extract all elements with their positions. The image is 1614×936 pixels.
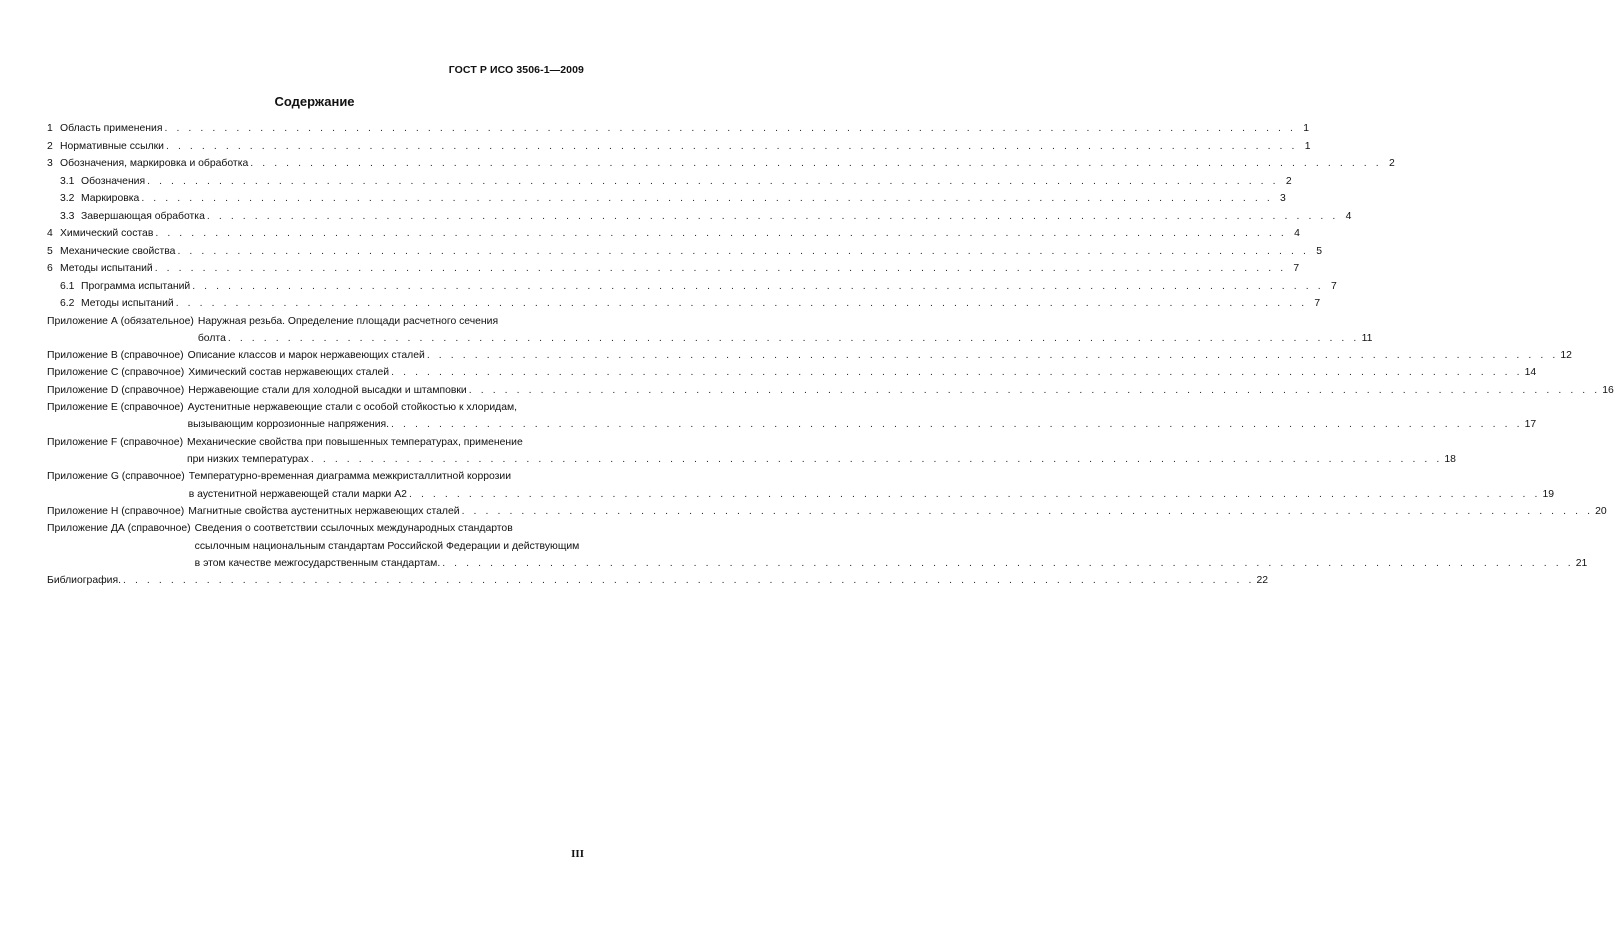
annex-heading: Приложение Н (справочное)	[47, 506, 185, 518]
toc-entry-number: 6.1	[60, 280, 75, 292]
annex-title-last-line	[188, 503, 1606, 520]
annex-title-last-line	[188, 347, 1572, 364]
annex-title	[198, 313, 1373, 347]
dot-leader: . . . . . . . . . . . . . . . . . . . . . . . . . . . . . . . . . . . . . . . . . . . . . . . . . . . . . . . . . . . . . . . . . . . . . . . . . . . . . . . . . . . . . . . . . . . . . . .	[227, 332, 1360, 344]
toc-entry-label: Нормативные ссылки	[60, 140, 164, 152]
toc-entry-label: Методы испытаний	[81, 298, 174, 309]
toc-annex-entry[interactable]	[47, 468, 1555, 502]
annex-title-line: Наружная резьба. Определение площади расчетного сечения	[197, 315, 499, 327]
dot-leader: . . . . . . . . . . . . . . . . . . . . . . . . . . . . . . . . . . . . . . . . . . . . . . . . . . . . . . . . . . . . . . . . . . . . . . . . . . . . . . . . . . . . . . . . . . . . . . .	[391, 419, 1523, 431]
annex-title-text: Нержавеющие стали для холодной высадки и штамповки	[188, 384, 467, 396]
toc-entry-label: Методы испытаний	[60, 263, 153, 274]
annex-title-line: Сведения о соответствии ссылочных международных стандартов	[194, 523, 513, 535]
toc-entry-label: Программа испытаний	[81, 280, 191, 292]
toc-entry-page: 7	[1330, 280, 1337, 292]
page-number: III	[571, 848, 584, 860]
toc-entry[interactable]	[47, 260, 1300, 278]
annex-title-text: в этом качестве межгосударственным стандартам.	[194, 557, 441, 569]
toc-entry-page: 2	[1388, 158, 1395, 169]
toc-entry-number: 3.2	[60, 193, 75, 204]
annex-heading: Приложение ДА (справочное)	[47, 523, 191, 535]
toc-entry[interactable]	[47, 225, 1300, 243]
toc-entry[interactable]	[47, 138, 1311, 156]
toc-entry-number: 1	[47, 123, 53, 134]
toc-entry-page: 18	[1444, 454, 1456, 466]
toc-annex-entry[interactable]	[47, 364, 1537, 381]
toc-entry-number: 4	[47, 228, 53, 239]
toc-entry-number: 3.1	[60, 175, 75, 187]
toc-annex-entry[interactable]	[47, 520, 1588, 572]
toc-entry-page: 22	[1256, 575, 1269, 587]
dot-leader: . . . . . . . . . . . . . . . . . . . . . . . . . . . . . . . . . . . . . . . . . . . . . . . . . . . . . . . . . . . . . . . . . . . . . . . . . . . . . . . . . . . . . . . . . . . . . . .	[165, 140, 1298, 152]
annex-title-text: Описание классов и марок нержавеющих сталей	[187, 350, 425, 362]
annex-title	[187, 434, 1456, 468]
annex-title-last-line	[198, 330, 1373, 347]
toc-entry-page: 1	[1304, 140, 1311, 152]
toc-entry-page: 4	[1294, 228, 1300, 239]
dot-leader: . . . . . . . . . . . . . . . . . . . . . . . . . . . . . . . . . . . . . . . . . . . . . . . . . . . . . . . . . . . . . . . . . . . . . . . . . . . . . . . . . . . . . . . . . . . . . . .	[175, 298, 1308, 309]
annex-title-text: в аустенитной нержавеющей стали марки А2	[188, 488, 407, 500]
toc-entry-number: 3	[47, 158, 53, 169]
annex-title-text: болта	[197, 332, 226, 344]
toc-entry-number: 6	[47, 263, 53, 274]
toc-entry-label: Химический состав	[60, 228, 154, 239]
annex-heading: Приложение F (справочное)	[47, 436, 184, 448]
toc-entry-page: 12	[1560, 350, 1572, 362]
dot-leader: . . . . . . . . . . . . . . . . . . . . . . . . . . . . . . . . . . . . . . . . . . . . . . . . . . . . . . . . . . . . . . . . . . . . . . . . . . . . . . . . . . . . . . . . . . . . . . .	[141, 193, 1273, 204]
toc-entry-number: 6.2	[60, 298, 75, 309]
dot-leader: . . . . . . . . . . . . . . . . . . . . . . . . . . . . . . . . . . . . . . . . . . . . . . . . . . . . . . . . . . . . . . . . . . . . . . . . . . . . . . . . . . . . . . . . . . . . . . .	[391, 367, 1523, 379]
page-title: Содержание	[274, 94, 355, 109]
annex-title-line: ссылочным национальным стандартам Российской Федерации и действующим	[194, 540, 580, 552]
annex-title	[188, 347, 1572, 364]
toc-entry[interactable]	[47, 208, 1352, 226]
annex-title-line: Аустенитные нержавеющие стали с особой стойкостью к хлоридам,	[187, 402, 518, 414]
toc-annex-entry[interactable]	[47, 313, 1373, 347]
toc-entry-label: Механические свойства	[60, 245, 176, 257]
annex-title-last-line	[188, 416, 1537, 433]
toc-annex-entry[interactable]	[47, 503, 1607, 520]
toc-entry[interactable]	[47, 155, 1395, 173]
toc-entry-label: Обозначения, маркировка и обработка	[60, 158, 249, 169]
toc-entry-page: 21	[1575, 557, 1588, 569]
annex-title-last-line	[188, 382, 1614, 399]
annex-heading: Приложение Е (справочное)	[47, 402, 184, 414]
annex-title-text: Химический состав нержавеющих сталей	[188, 367, 390, 379]
toc-entry-page: 16	[1602, 384, 1614, 396]
toc-entry-number: 3.3	[60, 210, 75, 222]
toc-entry-page: 3	[1280, 193, 1286, 204]
toc-annex-entry[interactable]	[47, 399, 1537, 433]
dot-leader: . . . . . . . . . . . . . . . . . . . . . . . . . . . . . . . . . . . . . . . . . . . . . . . . . . . . . . . . . . . . . . . . . . . . . . . . . . . . . . . . . . . . . . . . . . . . . . .	[408, 488, 1541, 500]
toc-bibliography[interactable]	[47, 572, 1269, 590]
dot-leader: . . . . . . . . . . . . . . . . . . . . . . . . . . . . . . . . . . . . . . . . . . . . . . . . . . . . . . . . . . . . . . . . . . . . . . . . . . . . . . . . . . . . . . . . . . . . . . .	[147, 175, 1279, 187]
annex-heading: Приложение А (обязательное)	[47, 315, 194, 327]
toc-entry[interactable]	[47, 120, 1309, 138]
toc-entry[interactable]	[47, 278, 1337, 296]
annex-title	[195, 520, 1588, 572]
toc-entry[interactable]	[47, 190, 1286, 208]
dot-leader: . . . . . . . . . . . . . . . . . . . . . . . . . . . . . . . . . . . . . . . . . . . . . . . . . . . . . . . . . . . . . . . . . . . . . . . . . . . . . . . . . . . . . . . . . . . . . . .	[461, 506, 1594, 518]
dot-leader: . . . . . . . . . . . . . . . . . . . . . . . . . . . . . . . . . . . . . . . . . . . . . . . . . . . . . . . . . . . . . . . . . . . . . . . . . . . . . . . . . . . . . . . . . . . . . . .	[177, 245, 1309, 257]
toc-entry-page: 1	[1303, 123, 1309, 134]
toc-entry-number: 2	[47, 140, 53, 152]
annex-title-last-line	[188, 364, 1536, 381]
toc-entry[interactable]	[47, 173, 1292, 191]
annex-title	[189, 468, 1554, 502]
annex-title	[188, 503, 1606, 520]
dot-leader: . . . . . . . . . . . . . . . . . . . . . . . . . . . . . . . . . . . . . . . . . . . . . . . . . . . . . . . . . . . . . . . . . . . . . . . . . . . . . . . . . . . . . . . . . . . . . . .	[206, 210, 1339, 222]
bibliography-label: Библиография.	[47, 575, 121, 587]
toc-annex-entry[interactable]	[47, 382, 1614, 399]
toc-entry-number: 5	[47, 245, 53, 257]
annex-title	[188, 399, 1537, 433]
toc-entry-page: 2	[1285, 175, 1292, 187]
annex-title-last-line	[195, 555, 1588, 572]
dot-leader: . . . . . . . . . . . . . . . . . . . . . . . . . . . . . . . . . . . . . . . . . . . . . . . . . . . . . . . . . . . . . . . . . . . . . . . . . . . . . . . . . . . . . . . . . . . . . . .	[426, 350, 1559, 362]
annex-heading: Приложение D (справочное)	[47, 384, 185, 396]
toc-entry-page: 4	[1345, 210, 1352, 222]
dot-leader: . . . . . . . . . . . . . . . . . . . . . . . . . . . . . . . . . . . . . . . . . . . . . . . . . . . . . . . . . . . . . . . . . . . . . . . . . . . . . . . . . . . . . . . . . . . . . . .	[310, 454, 1443, 466]
toc-entry-page: 19	[1542, 488, 1555, 500]
toc-entry-page: 11	[1361, 332, 1373, 344]
dot-leader: . . . . . . . . . . . . . . . . . . . . . . . . . . . . . . . . . . . . . . . . . . . . . . . . . . . . . . . . . . . . . . . . . . . . . . . . . . . . . . . . . . . . . . . . . . . . . . .	[154, 263, 1287, 274]
dot-leader: . . . . . . . . . . . . . . . . . . . . . . . . . . . . . . . . . . . . . . . . . . . . . . . . . . . . . . . . . . . . . . . . . . . . . . . . . . . . . . . . . . . . . . . . . . . . . . .	[250, 158, 1382, 169]
annex-title	[188, 364, 1536, 381]
annex-title-line: Механические свойства при повышенных температурах, применение	[187, 436, 523, 448]
toc-entry[interactable]	[47, 295, 1321, 313]
annex-title-last-line	[189, 486, 1554, 503]
toc-annex-entry[interactable]	[47, 434, 1456, 468]
dot-leader: . . . . . . . . . . . . . . . . . . . . . . . . . . . . . . . . . . . . . . . . . . . . . . . . . . . . . . . . . . . . . . . . . . . . . . . . . . . . . . . . . . . . . . . . . . . . . . .	[164, 123, 1296, 134]
annex-heading: Приложение G (справочное)	[47, 471, 185, 483]
dot-leader: . . . . . . . . . . . . . . . . . . . . . . . . . . . . . . . . . . . . . . . . . . . . . . . . . . . . . . . . . . . . . . . . . . . . . . . . . . . . . . . . . . . . . . . . . . . . . . .	[442, 557, 1574, 569]
dot-leader: . . . . . . . . . . . . . . . . . . . . . . . . . . . . . . . . . . . . . . . . . . . . . . . . . . . . . . . . . . . . . . . . . . . . . . . . . . . . . . . . . . . . . . . . . . . . . . .	[192, 280, 1324, 292]
table-of-contents	[47, 120, 1614, 590]
annex-title-text: вызывающим коррозионные напряжения.	[187, 419, 390, 431]
toc-entry-page: 5	[1316, 245, 1322, 257]
toc-entry-label: Обозначения	[81, 175, 146, 187]
standard-code: ГОСТ Р ИСО 3506-1—2009	[448, 64, 584, 76]
dot-leader: . . . . . . . . . . . . . . . . . . . . . . . . . . . . . . . . . . . . . . . . . . . . . . . . . . . . . . . . . . . . . . . . . . . . . . . . . . . . . . . . . . . . . . . . . . . . . . .	[122, 575, 1255, 587]
dot-leader: . . . . . . . . . . . . . . . . . . . . . . . . . . . . . . . . . . . . . . . . . . . . . . . . . . . . . . . . . . . . . . . . . . . . . . . . . . . . . . . . . . . . . . . . . . . . . . .	[468, 384, 1601, 396]
annex-title-last-line	[187, 451, 1456, 468]
toc-entry-label: Завершающая обработка	[81, 210, 205, 222]
annex-title-line: Температурно-временная диаграмма межкристаллитной коррозии	[188, 471, 512, 483]
toc-annex-entry[interactable]	[47, 347, 1572, 364]
annex-title	[188, 382, 1614, 399]
annex-heading: Приложение В (справочное)	[47, 350, 184, 362]
toc-entry-label: Маркировка	[81, 193, 140, 204]
annex-heading: Приложение С (справочное)	[47, 367, 185, 379]
toc-entry-label: Область применения	[60, 123, 163, 134]
annex-title-text: Магнитные свойства аустенитных нержавеющих сталей	[188, 506, 460, 518]
dot-leader: . . . . . . . . . . . . . . . . . . . . . . . . . . . . . . . . . . . . . . . . . . . . . . . . . . . . . . . . . . . . . . . . . . . . . . . . . . . . . . . . . . . . . . . . . . . . . . .	[155, 228, 1287, 239]
toc-entry-page: 7	[1314, 298, 1321, 309]
toc-entry[interactable]	[47, 243, 1322, 261]
toc-entry-page: 20	[1595, 506, 1607, 518]
toc-entry-page: 14	[1524, 367, 1537, 379]
toc-entry-page: 17	[1524, 419, 1537, 431]
annex-title-text: при низких температурах	[187, 454, 309, 466]
toc-entry-page: 7	[1293, 263, 1300, 274]
